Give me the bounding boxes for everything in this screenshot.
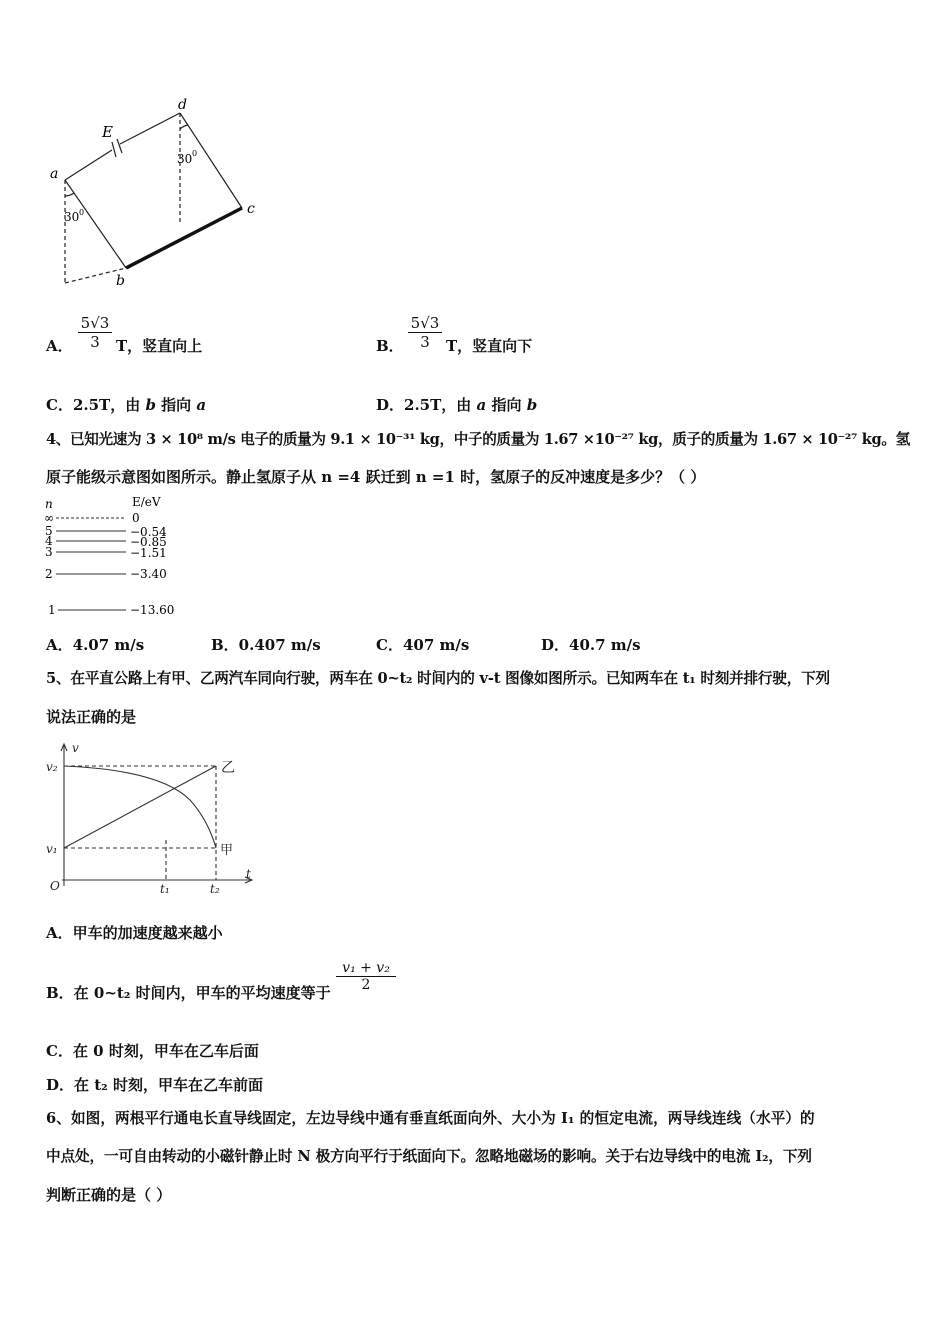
fraction-denominator: 2 [336,976,396,993]
level-1-n: 1 [48,603,56,617]
level-4-n: 4 [45,534,53,548]
origin-label: O [50,879,60,893]
q5-stem-line2: 说法正确的是 [46,708,137,726]
q4-option-d[interactable]: D．40.7 m/s [541,636,641,654]
level-4-e: −0.85 [130,535,167,549]
option-mid: 指向 [491,396,522,414]
q4-option-a[interactable]: A．4.07 m/s [46,636,145,654]
q3-option-c[interactable] [46,395,206,415]
option-var1: b [145,396,156,414]
label-jia: 甲 [220,843,234,858]
q5-stem-line1: 5、在平直公路上有甲、乙两汽车同向行驶，两车在 0~t₂ 时间内的 v-t 图像如图所示。已知两车在 t₁ 时刻并排行驶，下列 [46,670,830,687]
level-5-e: −0.54 [130,525,167,539]
q4-stem-line2: 原子能级示意图如图所示。静止氢原子从 n =4 跃迁到 n =1 时，氢原子的反冲速度是多少？（ ） [46,468,706,486]
circuit-figure [40,95,270,290]
fraction-numerator: v₁ + v₂ [342,960,390,976]
fraction-numerator: 5√3 [410,314,440,332]
v1-label: v₁ [46,842,58,856]
angle-a: 30 [64,210,80,224]
angle-d-deg: 0 [192,149,198,158]
label-c: c [247,201,255,217]
q6-stem-line3: 判断正确的是（ ） [46,1186,172,1204]
q3-option-b-fraction [408,314,442,351]
label-a: a [50,166,59,182]
q3-option-b-text: T，竖直向下 [446,337,533,355]
level-2-n: 2 [45,567,53,581]
level-3-n: 3 [45,545,53,559]
fraction-numerator: 5√3 [80,314,110,332]
level-5-n: 5 [45,524,53,538]
fraction-denominator: 3 [78,332,112,351]
q6-stem-line2: 中点处，一可自由转动的小磁针静止时 N 极方向平行于纸面向下。忽略地磁场的影响。关于右边导线中的电流 I₂，下列 [46,1148,812,1165]
q6-stem-line1: 6、如图，两根平行通电长直导线固定，左边导线中通有垂直纸面向外、大小为 I₁ 的恒定电流，两导线连线（水平）的 [46,1110,815,1127]
level-inf-n: ∞ [44,511,54,525]
q3-option-b-label[interactable]: B． [376,337,404,355]
angle-d: 30 [177,152,193,166]
t1-label: t₁ [160,882,170,896]
option-var1: a [476,396,487,414]
level-2-e: −3.40 [130,567,167,581]
fraction-denominator: 3 [408,332,442,351]
q4-option-b[interactable]: B．0.407 m/s [211,636,321,654]
option-var2: a [196,396,207,414]
q4-option-c[interactable]: C．407 m/s [376,636,470,654]
q3-option-a-fraction [78,314,112,351]
axis-v-label: v [72,741,79,755]
option-label: D．2.5T，由 [376,396,472,414]
q3-option-a-label[interactable]: A． [46,337,73,355]
option-mid: 指向 [161,396,192,414]
option-var2: b [526,396,538,414]
label-d: d [178,97,187,113]
q4-stem-line1: 4、已知光速为 3 × 10⁸ m/s 电子的质量为 9.1 × 10⁻³¹ kg，中子的质量为 1.67 ×10⁻²⁷ kg，质子的质量为 1.67 × 10⁻²⁷ kg。氢 [46,431,910,448]
t2-label: t₂ [210,882,220,896]
angle-a-deg: 0 [79,208,85,217]
level-1-e: −13.60 [130,603,175,617]
q5-option-d[interactable]: D．在 t₂ 时刻，甲车在乙车前面 [46,1076,263,1094]
level-inf-e: 0 [132,511,140,525]
axis-t-label: t [246,867,251,881]
label-b: b [116,273,125,289]
q5-option-b[interactable]: B．在 0~t₂ 时间内，甲车的平均速度等于 [46,984,331,1002]
header-n: n [45,497,53,511]
level-3-e: −1.51 [130,546,167,560]
v2-label: v₂ [46,760,58,774]
option-label: C．2.5T，由 [46,396,141,414]
vt-graph [40,740,260,900]
energy-level-diagram [40,494,190,624]
q5-option-a[interactable]: A．甲车的加速度越来越小 [46,924,223,942]
q3-option-a-text: T，竖直向上 [116,337,203,355]
label-yi: 乙 [221,760,235,776]
label-E: E [102,123,113,141]
header-e: E/eV [132,495,161,509]
q5-option-b-fraction [336,960,396,993]
q5-option-c[interactable]: C．在 0 时刻，甲车在乙车后面 [46,1042,259,1060]
q3-option-d[interactable] [376,395,537,415]
